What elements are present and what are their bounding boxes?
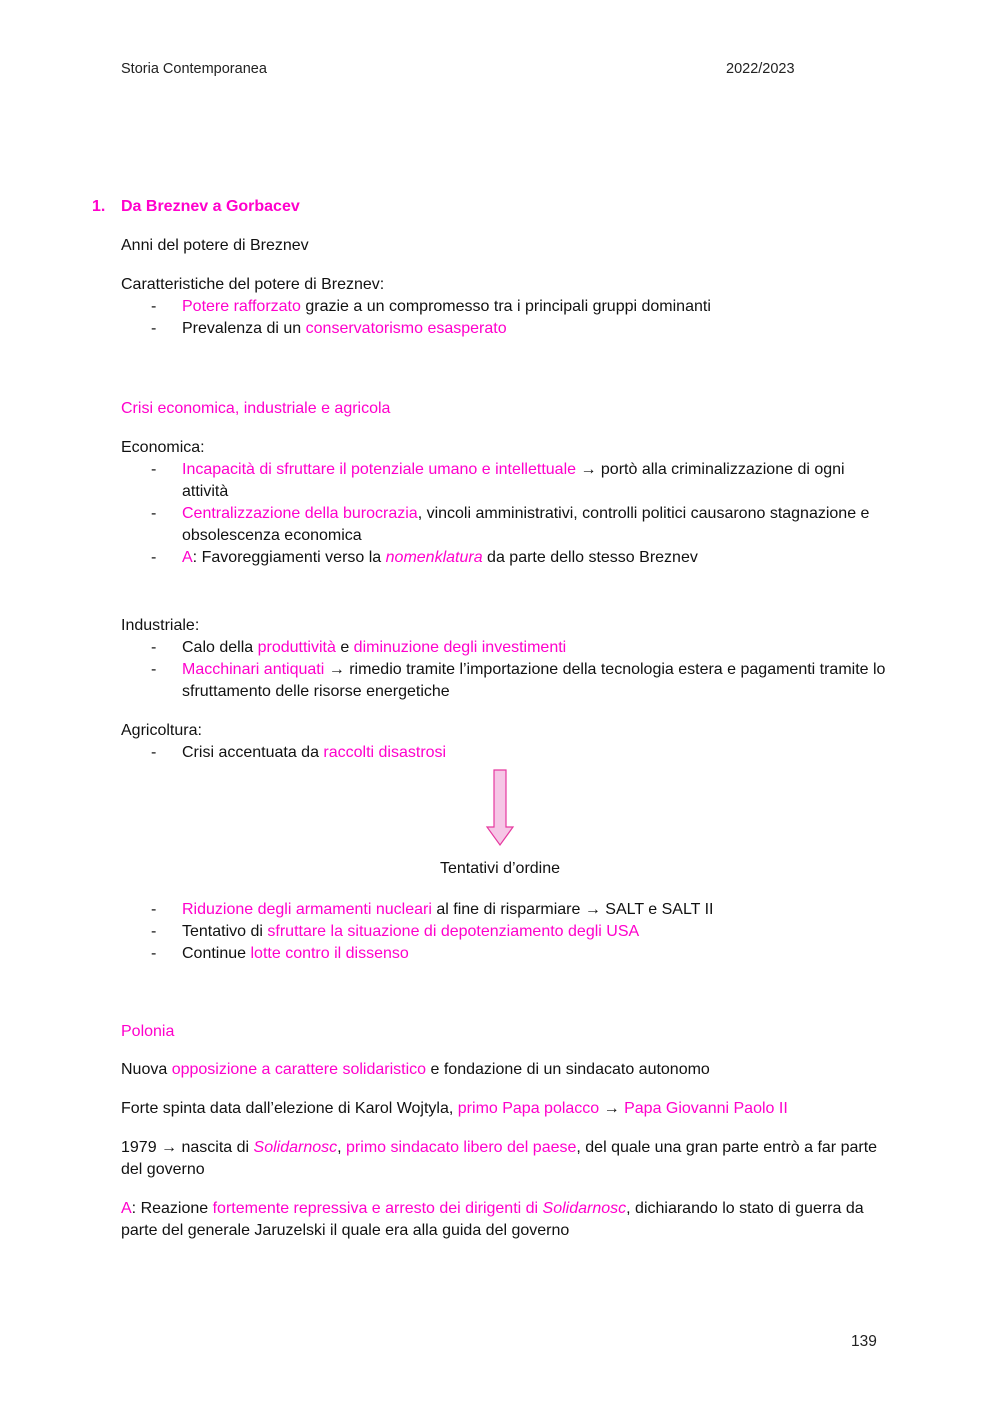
section-title-text: Da Breznev a Gorbacev (121, 198, 300, 215)
item-text: grazie a un compromesso tra i principali gruppi dominanti (300, 298, 711, 315)
industriale-list (121, 637, 891, 703)
para-text: , dichiarando lo stato di guerra da parte del generale Jaruzelski il quale era alla guida del governo (121, 1200, 864, 1239)
header-year: 2022/2023 (726, 61, 795, 77)
section-number: 1. (92, 198, 106, 215)
highlight-text: Centralizzazione della burocrazia (182, 505, 418, 522)
intro-text: Anni del potere di Breznev (121, 237, 309, 254)
caratteristiche-list (121, 296, 891, 340)
tentativi-list (121, 899, 891, 965)
caratteristiche-block (121, 274, 891, 340)
list-item (121, 943, 891, 965)
list-item (121, 459, 891, 503)
list-item (121, 503, 891, 547)
list-item (121, 296, 891, 318)
polonia-title: Polonia (121, 1023, 175, 1040)
page-number: 139 (851, 1333, 877, 1350)
highlight-text: lotte contro il dissenso (250, 945, 409, 962)
highlight-text: raccolti disastrosi (323, 744, 447, 761)
caratteristiche-label: Caratteristiche del potere di Breznev: (121, 276, 385, 293)
highlight-text: primo sindacato libero del paese (346, 1139, 577, 1156)
item-text: e (335, 639, 354, 656)
list-item (121, 742, 891, 764)
list-item (121, 659, 891, 703)
highlight-italic-text: Solidarnosc (253, 1139, 338, 1156)
highlight-text: A (182, 549, 193, 566)
list-item (121, 899, 891, 921)
para-text: , (337, 1139, 347, 1156)
highlight-italic-text: nomenklatura (385, 549, 483, 566)
item-text: Tentativo di (182, 923, 268, 940)
highlight-text: diminuzione degli investimenti (353, 639, 567, 656)
list-item (121, 547, 891, 569)
agricoltura-list (121, 742, 891, 764)
highlight-text: Macchinari antiquati (182, 661, 325, 678)
item-text: , vincoli amministrativi, controlli politici causarono stagnazione e obsolescenza economica (182, 505, 870, 544)
down-arrow-icon (485, 769, 515, 847)
item-text: da parte dello stesso Breznev (482, 549, 698, 566)
tentativi-label: Tentativi d’ordine (439, 860, 561, 877)
item-text: al fine di risparmiare → SALT e SALT II (431, 901, 714, 918)
highlight-italic-text: Solidarnosc (542, 1200, 627, 1217)
highlight-text: produttività (257, 639, 336, 656)
highlight-text: Potere rafforzato (182, 298, 301, 315)
list-item (121, 921, 891, 943)
economica-label: Economica: (121, 439, 205, 456)
list-item (121, 318, 891, 340)
section-title (92, 198, 300, 216)
polonia-paragraph-4 (121, 1198, 891, 1242)
crisi-title: Crisi economica, industriale e agricola (121, 400, 391, 417)
agricoltura-block (121, 720, 891, 764)
highlight-text: conservatorismo esasperato (305, 320, 507, 337)
highlight-text: Papa Giovanni Paolo II (624, 1100, 788, 1117)
economica-block (121, 437, 891, 569)
polonia-paragraph-3 (121, 1137, 891, 1181)
agricoltura-label: Agricoltura: (121, 722, 202, 739)
polonia-paragraph-1 (121, 1059, 891, 1081)
highlight-text: Riduzione degli armamenti nucleari (182, 901, 432, 918)
item-text: → rimedio tramite l’importazione della tecnologia estera e pagamenti tramite lo sfruttamento delle risorse energetiche (182, 661, 886, 700)
highlight-text: sfruttare la situazione di depotenziamento degli USA (267, 923, 640, 940)
para-text: → (599, 1100, 625, 1117)
para-text: : Reazione (131, 1200, 213, 1217)
para-text: Forte spinta data dall’elezione di Karol Wojtyla, (121, 1100, 458, 1117)
para-text: Nuova (121, 1061, 172, 1078)
highlight-text: fortemente repressiva e arresto dei dirigenti di (212, 1200, 543, 1217)
item-text: : Favoreggiamenti verso la (192, 549, 386, 566)
item-text: Crisi accentuata da (182, 744, 324, 761)
item-text: Prevalenza di un (182, 320, 306, 337)
industriale-block (121, 615, 891, 703)
highlight-text: opposizione a carattere solidaristico (171, 1061, 427, 1078)
item-text: Continue (182, 945, 251, 962)
highlight-text: A (121, 1200, 132, 1217)
para-text: 1979 → nascita di (121, 1139, 254, 1156)
polonia-paragraph-2 (121, 1098, 891, 1120)
tentativi-block (121, 899, 891, 965)
highlight-text: Incapacità di sfruttare il potenziale umano e intellettuale (182, 461, 577, 478)
economica-list (121, 459, 891, 569)
para-text: e fondazione di un sindacato autonomo (426, 1061, 710, 1078)
para-text: , del quale una gran parte entrò a far parte del governo (121, 1139, 878, 1178)
highlight-text: primo Papa polacco (457, 1100, 600, 1117)
industriale-label: Industriale: (121, 617, 200, 634)
item-text: → portò alla criminalizzazione di ogni attività (182, 461, 845, 500)
header-course: Storia Contemporanea (121, 61, 267, 77)
list-item (121, 637, 891, 659)
item-text: Calo della (182, 639, 258, 656)
